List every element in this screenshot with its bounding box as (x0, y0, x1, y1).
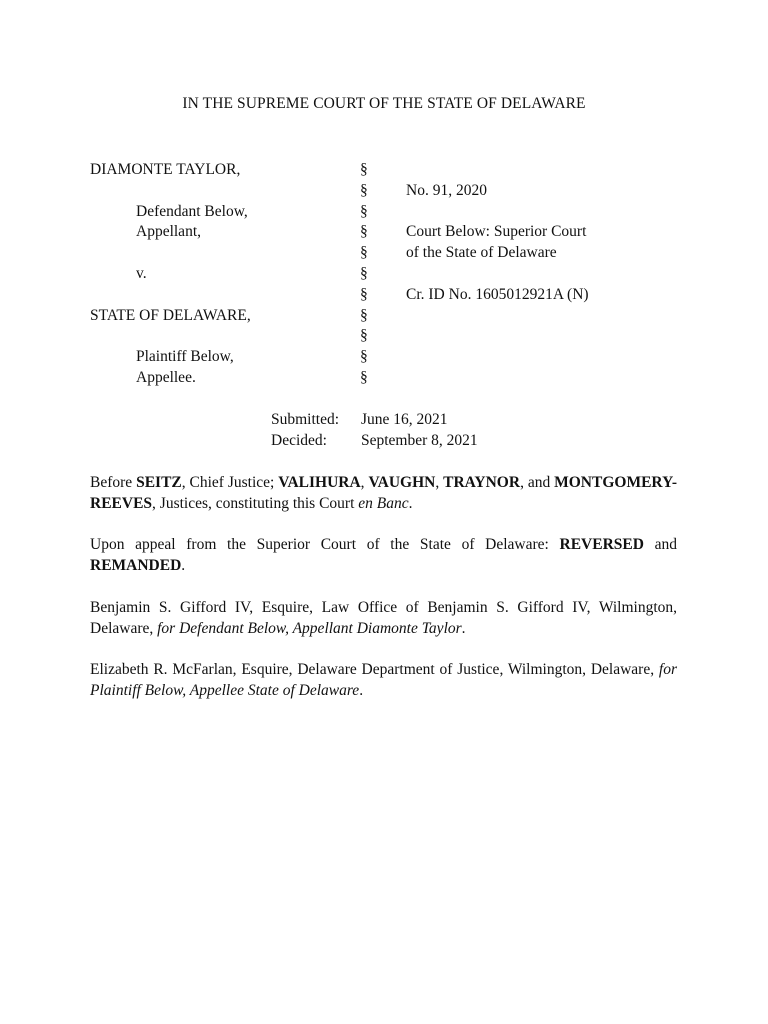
period: . (408, 495, 413, 512)
section-symbol: § (360, 368, 368, 386)
justice-name: MONTGOMERY-REEVES (90, 474, 678, 512)
separator: , and (520, 474, 555, 491)
period: . (359, 682, 364, 699)
section-symbol: § (360, 285, 368, 303)
section-symbol: § (360, 181, 368, 199)
en-banc: en Banc (358, 495, 409, 512)
section-symbol: § (360, 348, 368, 366)
appellant-counsel-role: for Defendant Below, Appellant Diamonte Taylor (157, 620, 462, 637)
separator: , (360, 474, 369, 491)
caption-appellant-role: Defendant Below, (136, 202, 248, 220)
caption-blank-line (406, 264, 686, 285)
period: . (461, 620, 466, 637)
before-prefix: Before (90, 474, 137, 491)
caption-blank-line (90, 285, 350, 306)
period: . (181, 557, 186, 574)
section-symbol: § (360, 161, 368, 178)
court-title: IN THE SUPREME COURT OF THE STATE OF DELAWARE (182, 95, 586, 112)
disposition-paragraph (90, 534, 677, 576)
caption-appellee-name: STATE OF DELAWARE, (90, 306, 251, 324)
section-symbol: § (360, 244, 368, 262)
caption-blank-line (90, 243, 350, 264)
chief-justice-title: , Chief Justice; (181, 474, 279, 491)
section-symbol: § (360, 202, 368, 220)
court-below-line1: Court Below: Superior Court (406, 223, 587, 241)
section-symbol: § (360, 264, 368, 282)
caption-parties (90, 160, 350, 389)
caption-appellant-name: DIAMONTE TAYLOR, (90, 161, 241, 178)
caption-blank-line (90, 181, 350, 202)
disposition-reversed: REVERSED (559, 536, 644, 553)
appellee-counsel-paragraph (90, 659, 677, 701)
appellant-counsel-paragraph (90, 597, 677, 639)
caption-appellee-status: Appellee. (136, 368, 196, 386)
conjunction: and (643, 536, 677, 553)
appellee-counsel-text: Elizabeth R. McFarlan, Esquire, Delaware Department of Justice, Wilmington, Delaware, (90, 661, 659, 678)
separator: , (435, 474, 444, 491)
section-symbol: § (360, 223, 368, 241)
caption-appellant-status: Appellant, (136, 223, 201, 241)
caption-versus: v. (136, 264, 147, 282)
decided-label: Decided: (271, 431, 327, 449)
caption-blank-line (406, 202, 686, 223)
caption-appellee-role: Plaintiff Below, (136, 348, 234, 366)
justice-name: VAUGHN (368, 474, 436, 491)
submitted-label: Submitted: (271, 411, 340, 428)
submitted-row (271, 410, 478, 431)
before-suffix: , Justices, constituting this Court (152, 495, 359, 512)
decided-date: September 8, 2021 (361, 431, 478, 449)
decision-dates (271, 410, 478, 452)
chief-justice-name: SEITZ (136, 474, 182, 491)
submitted-date: June 16, 2021 (361, 411, 448, 428)
case-number: No. 91, 2020 (406, 181, 487, 199)
panel-paragraph (90, 472, 677, 514)
section-symbol: § (360, 327, 368, 345)
justice-name: VALIHURA (278, 474, 361, 491)
court-below-line2: of the State of Delaware (406, 244, 557, 262)
decided-row (271, 431, 478, 452)
caption-blank-line (406, 160, 686, 181)
caption-blank-line (90, 326, 350, 347)
appellee-counsel-role: for Plaintiff Below, Appellee State of Delaware (90, 661, 677, 699)
caption-section-column (360, 160, 380, 389)
disposition-remanded: REMANDED (90, 557, 182, 574)
appellant-counsel-text: Benjamin S. Gifford IV, Esquire, Law Office of Benjamin S. Gifford IV, Wilmington, Delaware, (90, 599, 677, 637)
justice-name: TRAYNOR (443, 474, 521, 491)
appeal-prefix: Upon appeal from the Superior Court of the State of Delaware: (90, 536, 560, 553)
criminal-id-number: Cr. ID No. 1605012921A (N) (406, 285, 589, 303)
caption-case-info (406, 160, 686, 306)
section-symbol: § (360, 306, 368, 324)
